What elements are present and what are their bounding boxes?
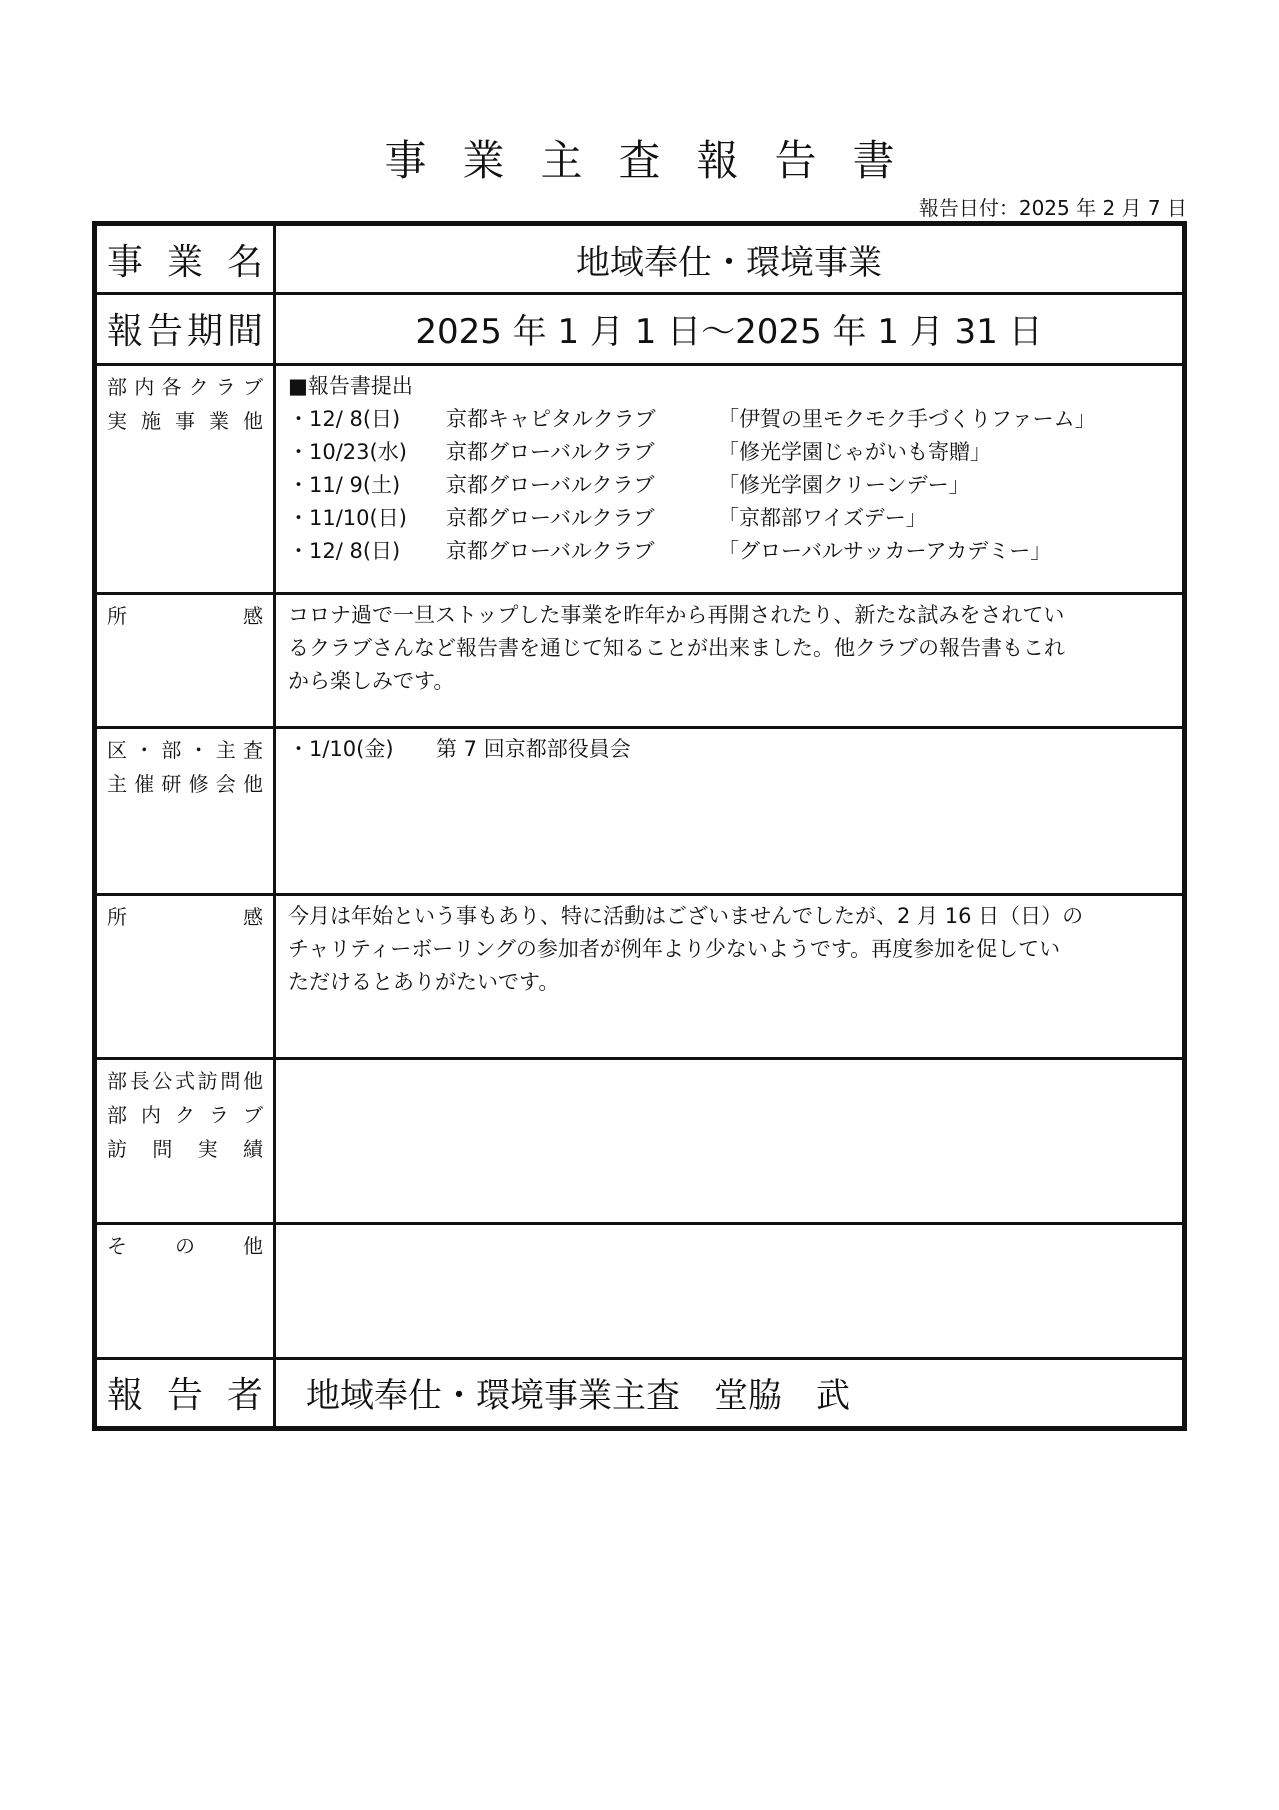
training-event: 第 7 回京都部役員会 xyxy=(436,737,631,762)
training-row xyxy=(95,728,1185,895)
list-item xyxy=(288,436,1170,469)
activity-date: ・12/ 8(日) xyxy=(288,538,401,563)
activity-date: ・10/23(水) xyxy=(288,439,407,464)
list-item xyxy=(288,733,1170,766)
club-activities-label-line: 実施事業他 xyxy=(107,408,263,433)
list-item xyxy=(288,403,1170,436)
training-label xyxy=(95,728,275,895)
impression2-content xyxy=(275,894,1185,1059)
club-activities-content xyxy=(275,364,1185,593)
other-content xyxy=(275,1224,1185,1359)
club-activities-row xyxy=(95,364,1185,593)
impression1-row xyxy=(95,593,1185,728)
impression1-line: から楽しみです。 xyxy=(288,668,455,693)
impression2-line: ただけるとありがたいです。 xyxy=(288,969,560,994)
club-activities-label xyxy=(95,364,275,593)
impression2-line: 今月は年始という事もあり、特に活動はございませんでしたが、2 月 16 日（日）の xyxy=(288,903,1084,928)
impression1-label xyxy=(95,593,275,728)
activity-date: ・12/ 8(日) xyxy=(288,406,401,431)
reporter-value: 地域奉仕・環境事業主査 堂脇 武 xyxy=(275,1358,1185,1428)
list-item xyxy=(288,502,1170,535)
impression1-label-text: 所感 xyxy=(107,603,263,628)
reporter-row xyxy=(95,1358,1185,1428)
business-name-row xyxy=(95,224,1185,294)
reporter-label: 報告者 xyxy=(95,1358,275,1428)
document-title: 事業主査報告書 xyxy=(384,136,931,185)
impression1-content xyxy=(275,593,1185,728)
report-period-row xyxy=(95,294,1185,364)
visits-label xyxy=(95,1059,275,1224)
activity-date: ・11/ 9(土) xyxy=(288,472,401,497)
list-item xyxy=(288,535,1170,568)
business-name-label: 事業名 xyxy=(95,224,275,294)
activity-club: 京都グローバルクラブ xyxy=(446,472,655,497)
visits-row xyxy=(95,1059,1185,1224)
visits-content xyxy=(275,1059,1185,1224)
impression2-label-text: 所感 xyxy=(107,904,263,929)
report-period-value: 2025 年 1 月 1 日～2025 年 1 月 31 日 xyxy=(275,294,1185,364)
impression2-row xyxy=(95,894,1185,1059)
visits-label-line: 部長公式訪問他 xyxy=(107,1069,263,1094)
other-label-text: その他 xyxy=(107,1234,263,1259)
activity-event: 「修光学園クリーンデー」 xyxy=(718,472,970,497)
activity-event: 「京都部ワイズデー」 xyxy=(718,505,927,530)
visits-label-line: 部内クラブ xyxy=(107,1103,263,1128)
activity-club: 京都グローバルクラブ xyxy=(446,538,655,563)
club-activities-heading: ■報告書提出 xyxy=(288,373,413,398)
impression1-line: るクラブさんなど報告書を通じて知ることが出来ました。他クラブの報告書もこれ xyxy=(288,635,1065,660)
visits-label-line: 訪問実績 xyxy=(107,1137,263,1162)
activity-club: 京都キャピタルクラブ xyxy=(446,406,656,431)
impression2-line: チャリティーボーリングの参加者が例年より少ないようです。再度参加を促してい xyxy=(288,936,1061,961)
activity-event: 「グローバルサッカーアカデミー」 xyxy=(718,538,1052,563)
training-date: ・1/10(金) xyxy=(288,737,394,762)
list-item xyxy=(288,469,1170,502)
impression2-label xyxy=(95,894,275,1059)
impression1-line: コロナ過で一旦ストップした事業を昨年から再開されたり、新たな試みをされてい xyxy=(288,602,1065,627)
other-row xyxy=(95,1224,1185,1359)
report-date: 報告日付：2025 年 2 月 7 日 xyxy=(918,196,1187,220)
activity-club: 京都グローバルクラブ xyxy=(446,439,655,464)
club-activities-label-line: 部内各クラブ xyxy=(107,374,263,399)
training-label-line: 主催研修会他 xyxy=(107,772,263,797)
activity-event: 「伊賀の里モクモク手づくりファーム」 xyxy=(718,406,1096,431)
report-table xyxy=(92,221,1187,1431)
training-label-line: 区・部・主査 xyxy=(107,738,263,763)
other-label xyxy=(95,1224,275,1359)
activity-date: ・11/10(日) xyxy=(288,505,407,530)
report-period-label: 報告期間 xyxy=(95,294,275,364)
training-content xyxy=(275,728,1185,895)
activity-event: 「修光学園じゃがいも寄贈」 xyxy=(718,439,991,464)
activity-club: 京都グローバルクラブ xyxy=(446,505,655,530)
business-name-value: 地域奉仕・環境事業 xyxy=(275,224,1185,294)
